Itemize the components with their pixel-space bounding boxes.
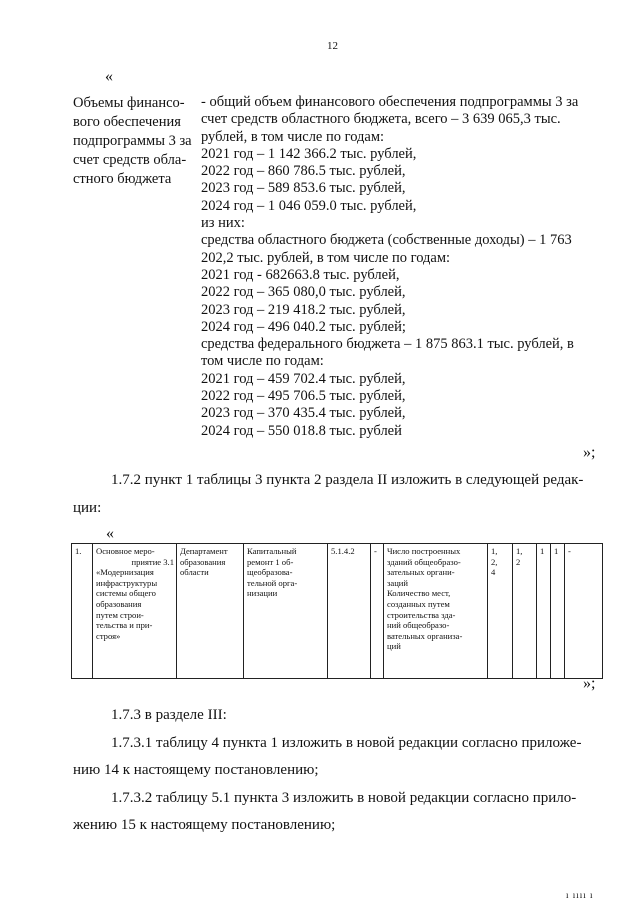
value-cell-3: 1 (537, 544, 551, 679)
value-cell-2: 1, 2 (513, 544, 537, 679)
event-cell: Основное меро- приятие 3.1 «Модернизация инфраструктуры системы общего образования путем строи- тельства и при- строя» (93, 544, 177, 679)
table-row (72, 544, 603, 679)
dash-cell: - (371, 544, 384, 679)
funding-line: 2022 год – 365 080,0 тыс. рублей, (201, 284, 406, 301)
funding-line: том числе по годам: (201, 353, 324, 370)
funding-line: счет средств областного бюджета, всего – 3 639 065,3 тыс. (201, 111, 561, 128)
paragraph-1732-line-2: жению 15 к настоящему постановлению; (73, 817, 336, 833)
funding-line: 2023 год – 370 435.4 тыс. рублей, (201, 405, 406, 422)
funding-line: средства областного бюджета (собственные доходы) – 1 763 (201, 232, 572, 249)
indicator-cell: Число построенных зданий общеобразо- зательных органи- заций Количество мест, созданных путем строительства зда- ний общеобразо- вательных организа- ций (384, 544, 488, 679)
code-cell: 5.1.4.2 (328, 544, 371, 679)
funding-label-line: счет средств обла- (73, 152, 187, 168)
funding-line: - общий объем финансового обеспечения подпрограммы 3 за (201, 94, 579, 110)
funding-line: 2023 год – 589 853.6 тыс. рублей, (201, 180, 406, 197)
paragraph-1731-line-1: 1.7.3.1 таблицу 4 пункта 1 изложить в новой редакции согласно приложе- (111, 735, 582, 751)
paragraph-172-line-1: 1.7.2 пункт 1 таблицы 3 пункта 2 раздела II изложить в следующей редак- (111, 472, 584, 488)
funding-line: 2022 год – 860 786.5 тыс. рублей, (201, 163, 406, 180)
funding-label-line: подпрограммы 3 за (73, 133, 192, 149)
paragraph-173: 1.7.3 в разделе III: (111, 707, 227, 723)
value-cell-1: 1, 2, 4 (488, 544, 513, 679)
program-table (71, 543, 603, 679)
footer-marks: ı ıııı ı (566, 890, 594, 900)
funding-line: 2021 год - 682663.8 тыс. рублей, (201, 266, 400, 283)
closing-quote: »; (583, 444, 596, 461)
department-cell: Департамент образования области (177, 544, 244, 679)
funding-line: 2024 год – 550 018.8 тыс. рублей (201, 422, 402, 439)
closing-quote-2: »; (583, 675, 596, 692)
funding-line: 2024 год – 496 040.2 тыс. рублей; (201, 318, 406, 335)
page-number: 12 (327, 40, 338, 52)
funding-label-line: Объемы финансо- (73, 95, 185, 111)
funding-line: из них: (201, 215, 245, 232)
paragraph-172-line-2: ции: (73, 500, 102, 516)
value-cell-4: 1 (551, 544, 565, 679)
paragraph-1731-line-2: нию 14 к настоящему постановлению; (73, 762, 319, 778)
funding-line: 2023 год – 219 418.2 тыс. рублей, (201, 301, 406, 318)
paragraph-1732-line-1: 1.7.3.2 таблицу 5.1 пункта 3 изложить в новой редакции согласно прило- (111, 790, 577, 806)
funding-label (73, 94, 192, 189)
value-cell-5: - (565, 544, 603, 679)
funding-line: 2024 год – 1 046 059.0 тыс. рублей, (201, 197, 417, 214)
funding-label-line: стного бюджета (73, 171, 172, 187)
opening-quote: « (105, 68, 113, 85)
funding-label-line: вого обеспечения (73, 114, 181, 130)
funding-description (201, 94, 578, 440)
result-cell: Капитальный ремонт 1 об- щеобразова- тельной орга- низации (244, 544, 328, 679)
funding-line: 2021 год – 459 702.4 тыс. рублей, (201, 370, 406, 387)
funding-line: 2022 год – 495 706.5 тыс. рублей, (201, 388, 406, 405)
funding-line: 2021 год – 1 142 366.2 тыс. рублей, (201, 145, 417, 162)
row-number-cell: 1. (72, 544, 93, 679)
funding-line: 202,2 тыс. рублей, в том числе по годам: (201, 249, 451, 266)
funding-line: средства федерального бюджета – 1 875 863.1 тыс. рублей, в (201, 336, 574, 353)
opening-quote-2: « (106, 525, 114, 542)
funding-line: рублей, в том числе по годам: (201, 128, 385, 145)
